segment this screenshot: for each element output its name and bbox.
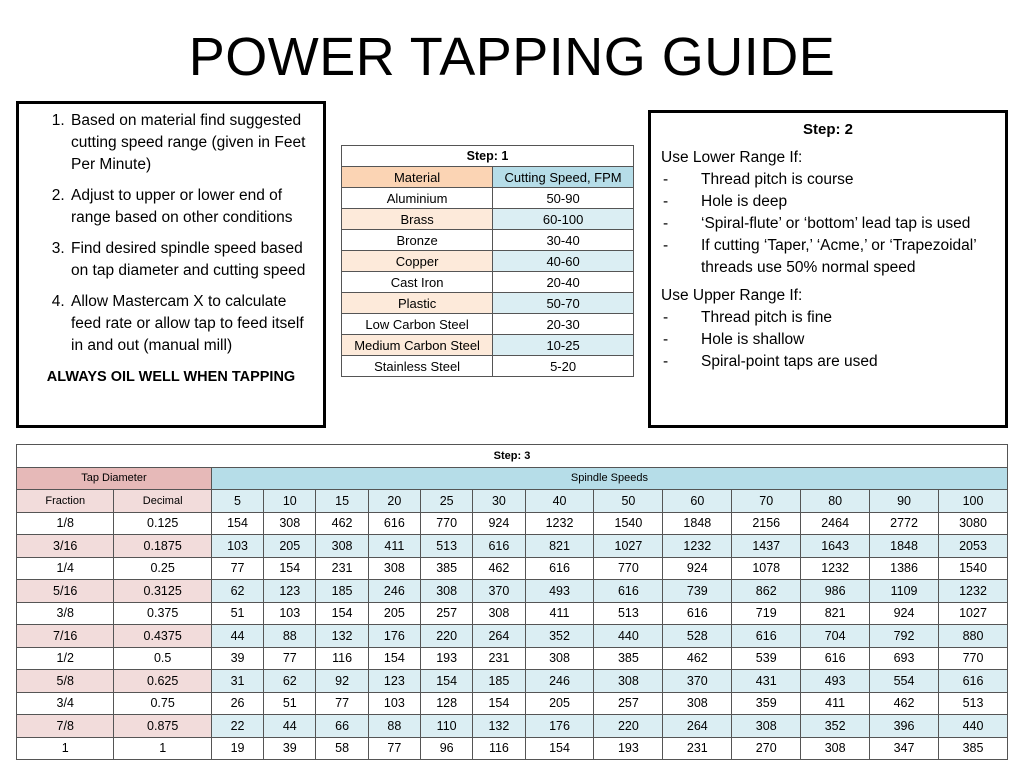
material-cell: Brass (342, 209, 493, 230)
speed-value-cell: 616 (801, 647, 870, 670)
speed-value-cell: 51 (211, 602, 263, 625)
speed-value-cell: 77 (211, 557, 263, 580)
fraction-header: Fraction (17, 490, 114, 513)
material-row (342, 314, 634, 335)
cutting-speed-cell: 60-100 (493, 209, 634, 230)
speed-value-cell: 821 (525, 535, 594, 558)
speed-value-cell: 176 (525, 715, 594, 738)
instruction-item: 2. Adjust to upper or lower end of range based on other conditions (69, 185, 313, 229)
upper-range-list (661, 307, 995, 373)
speed-value-cell: 220 (421, 625, 473, 648)
speed-value-cell: 440 (594, 625, 663, 648)
instruction-item: 1. Based on material find suggested cutting speed range (given in Feet Per Minute) (69, 110, 313, 176)
speed-value-cell: 739 (663, 580, 732, 603)
speed-value-cell: 154 (316, 602, 368, 625)
condition-item (661, 235, 995, 279)
decimal-cell: 0.5 (114, 647, 211, 670)
speed-value-cell: 193 (421, 647, 473, 670)
fraction-cell: 1/4 (17, 557, 114, 580)
speed-value-cell: 110 (421, 715, 473, 738)
cutting-speed-cell: 50-90 (493, 188, 634, 209)
material-cell: Cast Iron (342, 272, 493, 293)
speed-value-cell: 123 (264, 580, 316, 603)
tap-row (17, 670, 1008, 693)
bullet-dash: - (663, 171, 669, 188)
speed-value-cell: 58 (316, 737, 368, 760)
speed-value-cell: 924 (663, 557, 732, 580)
tap-row (17, 647, 1008, 670)
decimal-cell: 0.3125 (114, 580, 211, 603)
speed-value-cell: 176 (368, 625, 420, 648)
fraction-cell: 1/8 (17, 512, 114, 535)
step1-table (341, 145, 634, 377)
speed-value-cell: 411 (368, 535, 420, 558)
speed-value-cell: 264 (473, 625, 525, 648)
speed-value-cell: 616 (732, 625, 801, 648)
speed-value-cell: 1643 (801, 535, 870, 558)
condition-item (661, 351, 995, 373)
bullet-dash: - (663, 237, 669, 254)
speed-value-cell: 246 (525, 670, 594, 693)
speed-value-cell: 205 (525, 692, 594, 715)
fraction-cell: 3/16 (17, 535, 114, 558)
speed-value-cell: 792 (870, 625, 939, 648)
tap-row (17, 580, 1008, 603)
speed-value-cell: 1078 (732, 557, 801, 580)
tap-row (17, 602, 1008, 625)
speed-value-cell: 2053 (939, 535, 1008, 558)
speed-value-cell: 308 (473, 602, 525, 625)
speed-value-cell: 308 (594, 670, 663, 693)
speed-value-cell: 264 (663, 715, 732, 738)
speed-value-cell: 116 (316, 647, 368, 670)
speed-value-cell: 308 (264, 512, 316, 535)
speed-value-cell: 116 (473, 737, 525, 760)
speed-value-cell: 77 (368, 737, 420, 760)
fraction-cell: 5/16 (17, 580, 114, 603)
speed-value-cell: 308 (732, 715, 801, 738)
material-row (342, 335, 634, 356)
speed-value-cell: 539 (732, 647, 801, 670)
decimal-cell: 0.125 (114, 512, 211, 535)
speed-value-cell: 1027 (939, 602, 1008, 625)
instruction-item: 3. Find desired spindle speed based on tap diameter and cutting speed (69, 238, 313, 282)
speed-value-cell: 257 (421, 602, 473, 625)
fraction-cell: 1 (17, 737, 114, 760)
speed-value-cell: 924 (870, 602, 939, 625)
speed-value-cell: 62 (264, 670, 316, 693)
material-cell: Stainless Steel (342, 356, 493, 377)
speed-value-cell: 1386 (870, 557, 939, 580)
bullet-dash: - (663, 353, 669, 370)
speed-header-cell: 5 (211, 490, 263, 513)
speed-value-cell: 220 (594, 715, 663, 738)
speed-value-cell: 103 (211, 535, 263, 558)
speed-value-cell: 154 (421, 670, 473, 693)
speed-value-cell: 96 (421, 737, 473, 760)
speed-header-cell: 40 (525, 490, 594, 513)
decimal-cell: 0.75 (114, 692, 211, 715)
speed-value-cell: 1232 (801, 557, 870, 580)
material-row (342, 251, 634, 272)
speed-value-cell: 39 (211, 647, 263, 670)
condition-item (661, 191, 995, 213)
step1-caption: Step: 1 (342, 146, 634, 167)
speed-value-cell: 616 (473, 535, 525, 558)
speed-value-cell: 31 (211, 670, 263, 693)
speed-value-cell: 77 (316, 692, 368, 715)
speed-value-cell: 103 (368, 692, 420, 715)
lower-range-title: Use Lower Range If: (661, 149, 803, 166)
cutting-speed-cell: 10-25 (493, 335, 634, 356)
speed-value-cell: 1027 (594, 535, 663, 558)
speed-value-cell: 92 (316, 670, 368, 693)
condition-text: ‘Spiral-flute’ or ‘bottom’ lead tap is used (701, 215, 971, 232)
material-row (342, 272, 634, 293)
lower-range-list (661, 169, 995, 279)
speed-value-cell: 385 (594, 647, 663, 670)
speed-value-cell: 513 (421, 535, 473, 558)
speed-value-cell: 924 (473, 512, 525, 535)
material-row (342, 188, 634, 209)
speed-value-cell: 246 (368, 580, 420, 603)
speed-header-cell: 30 (473, 490, 525, 513)
cutting-speed-cell: 20-30 (493, 314, 634, 335)
speed-value-cell: 704 (801, 625, 870, 648)
condition-item (661, 213, 995, 235)
instruction-item: 4. Allow Mastercam X to calculate feed rate or allow tap to feed itself in and out (manual mill) (69, 291, 313, 357)
speed-header-cell: 100 (939, 490, 1008, 513)
cutting-speed-cell: 30-40 (493, 230, 634, 251)
fraction-cell: 7/16 (17, 625, 114, 648)
tap-row (17, 692, 1008, 715)
speed-value-cell: 352 (801, 715, 870, 738)
condition-text: Thread pitch is course (701, 171, 854, 188)
material-row (342, 209, 634, 230)
material-cell: Plastic (342, 293, 493, 314)
speed-value-cell: 1540 (594, 512, 663, 535)
speed-value-cell: 370 (473, 580, 525, 603)
step3-subheader-row (17, 490, 1008, 513)
speed-value-cell: 1848 (663, 512, 732, 535)
speed-value-cell: 370 (663, 670, 732, 693)
speed-value-cell: 2772 (870, 512, 939, 535)
oil-note: ALWAYS OIL WELL WHEN TAPPING (46, 369, 296, 385)
condition-item (661, 329, 995, 351)
condition-item (661, 169, 995, 191)
material-row (342, 356, 634, 377)
speed-value-cell: 44 (211, 625, 263, 648)
fraction-cell: 3/8 (17, 602, 114, 625)
fraction-cell: 7/8 (17, 715, 114, 738)
speed-value-cell: 308 (421, 580, 473, 603)
speed-value-cell: 205 (368, 602, 420, 625)
speed-value-cell: 513 (594, 602, 663, 625)
speed-value-cell: 821 (801, 602, 870, 625)
speed-value-cell: 352 (525, 625, 594, 648)
speed-value-cell: 554 (870, 670, 939, 693)
decimal-cell: 0.25 (114, 557, 211, 580)
bullet-dash: - (663, 331, 669, 348)
speed-value-cell: 154 (473, 692, 525, 715)
fraction-cell: 3/4 (17, 692, 114, 715)
speed-value-cell: 1232 (663, 535, 732, 558)
condition-text: Spiral-point taps are used (701, 353, 878, 370)
speed-value-cell: 770 (594, 557, 663, 580)
speed-value-cell: 347 (870, 737, 939, 760)
speed-value-cell: 493 (525, 580, 594, 603)
speed-value-cell: 308 (368, 557, 420, 580)
fraction-cell: 5/8 (17, 670, 114, 693)
speed-value-cell: 462 (316, 512, 368, 535)
speed-value-cell: 308 (663, 692, 732, 715)
speed-value-cell: 411 (525, 602, 594, 625)
speed-value-cell: 616 (368, 512, 420, 535)
decimal-cell: 0.375 (114, 602, 211, 625)
speed-value-cell: 385 (421, 557, 473, 580)
speed-value-cell: 431 (732, 670, 801, 693)
speed-value-cell: 19 (211, 737, 263, 760)
material-row (342, 230, 634, 251)
condition-text: If cutting ‘Taper,’ ‘Acme,’ or ‘Trapezoidal’ threads use 50% normal speed (701, 237, 977, 276)
speed-value-cell: 462 (473, 557, 525, 580)
condition-text: Hole is deep (701, 193, 788, 210)
speed-header-cell: 90 (870, 490, 939, 513)
spindle-speeds-header: Spindle Speeds (211, 467, 1007, 490)
speed-value-cell: 308 (525, 647, 594, 670)
decimal-cell: 0.625 (114, 670, 211, 693)
speed-value-cell: 986 (801, 580, 870, 603)
speed-value-cell: 308 (801, 737, 870, 760)
speed-value-cell: 154 (211, 512, 263, 535)
material-header: Material (342, 167, 493, 188)
speed-value-cell: 440 (939, 715, 1008, 738)
speed-value-cell: 51 (264, 692, 316, 715)
speed-value-cell: 132 (473, 715, 525, 738)
speed-value-cell: 103 (264, 602, 316, 625)
speed-value-cell: 1848 (870, 535, 939, 558)
condition-item (661, 307, 995, 329)
step2-heading: Step: 2 (802, 121, 853, 138)
decimal-cell: 0.4375 (114, 625, 211, 648)
decimal-header: Decimal (114, 490, 211, 513)
speed-value-cell: 513 (939, 692, 1008, 715)
speed-value-cell: 1232 (939, 580, 1008, 603)
speed-value-cell: 1437 (732, 535, 801, 558)
speed-value-cell: 880 (939, 625, 1008, 648)
speed-header-cell: 10 (264, 490, 316, 513)
speed-value-cell: 193 (594, 737, 663, 760)
speed-value-cell: 396 (870, 715, 939, 738)
speed-value-cell: 231 (473, 647, 525, 670)
bullet-dash: - (663, 215, 669, 232)
speed-value-cell: 26 (211, 692, 263, 715)
tap-row (17, 557, 1008, 580)
speed-value-cell: 616 (594, 580, 663, 603)
tap-row (17, 737, 1008, 760)
speed-value-cell: 359 (732, 692, 801, 715)
speed-value-cell: 2464 (801, 512, 870, 535)
material-cell: Copper (342, 251, 493, 272)
material-row (342, 293, 634, 314)
speed-value-cell: 62 (211, 580, 263, 603)
speed-value-cell: 205 (264, 535, 316, 558)
speed-value-cell: 231 (316, 557, 368, 580)
speed-value-cell: 88 (368, 715, 420, 738)
speed-header-cell: 15 (316, 490, 368, 513)
speed-value-cell: 185 (473, 670, 525, 693)
decimal-cell: 0.1875 (114, 535, 211, 558)
speed-value-cell: 132 (316, 625, 368, 648)
speed-value-cell: 257 (594, 692, 663, 715)
speed-header-cell: 20 (368, 490, 420, 513)
tap-row (17, 625, 1008, 648)
speed-value-cell: 22 (211, 715, 263, 738)
speed-value-cell: 123 (368, 670, 420, 693)
step1-body (342, 188, 634, 377)
speed-value-cell: 88 (264, 625, 316, 648)
cutting-speed-header: Cutting Speed, FPM (493, 167, 634, 188)
speed-header-cell: 80 (801, 490, 870, 513)
step3-table (16, 444, 1008, 760)
material-cell: Medium Carbon Steel (342, 335, 493, 356)
material-cell: Bronze (342, 230, 493, 251)
cutting-speed-cell: 50-70 (493, 293, 634, 314)
step3-caption: Step: 3 (17, 445, 1008, 468)
speed-value-cell: 66 (316, 715, 368, 738)
speed-header-cell: 60 (663, 490, 732, 513)
cutting-speed-cell: 20-40 (493, 272, 634, 293)
speed-value-cell: 77 (264, 647, 316, 670)
decimal-cell: 1 (114, 737, 211, 760)
speed-value-cell: 616 (939, 670, 1008, 693)
speed-value-cell: 154 (525, 737, 594, 760)
speed-value-cell: 154 (264, 557, 316, 580)
speed-value-cell: 270 (732, 737, 801, 760)
instructions-box (16, 101, 326, 428)
speed-header-cell: 25 (421, 490, 473, 513)
fraction-cell: 1/2 (17, 647, 114, 670)
speed-value-cell: 1540 (939, 557, 1008, 580)
speed-value-cell: 1109 (870, 580, 939, 603)
material-cell: Low Carbon Steel (342, 314, 493, 335)
speed-value-cell: 462 (870, 692, 939, 715)
speed-value-cell: 308 (316, 535, 368, 558)
speed-value-cell: 385 (939, 737, 1008, 760)
speed-value-cell: 616 (525, 557, 594, 580)
speed-value-cell: 1232 (525, 512, 594, 535)
speed-value-cell: 154 (368, 647, 420, 670)
cutting-speed-cell: 40-60 (493, 251, 634, 272)
material-cell: Aluminium (342, 188, 493, 209)
condition-text: Thread pitch is fine (701, 309, 832, 326)
speed-value-cell: 528 (663, 625, 732, 648)
speed-value-cell: 2156 (732, 512, 801, 535)
cutting-speed-cell: 5-20 (493, 356, 634, 377)
speed-value-cell: 770 (421, 512, 473, 535)
speed-header-cell: 70 (732, 490, 801, 513)
bullet-dash: - (663, 309, 669, 326)
speed-value-cell: 719 (732, 602, 801, 625)
bullet-dash: - (663, 193, 669, 210)
speed-value-cell: 39 (264, 737, 316, 760)
condition-text: Hole is shallow (701, 331, 805, 348)
decimal-cell: 0.875 (114, 715, 211, 738)
tap-row (17, 535, 1008, 558)
tap-row (17, 512, 1008, 535)
speed-value-cell: 616 (663, 602, 732, 625)
instructions-list (29, 110, 313, 357)
speed-value-cell: 231 (663, 737, 732, 760)
speed-value-cell: 693 (870, 647, 939, 670)
speed-value-cell: 462 (663, 647, 732, 670)
speed-value-cell: 411 (801, 692, 870, 715)
tap-row (17, 715, 1008, 738)
speed-value-cell: 44 (264, 715, 316, 738)
speed-header-cell: 50 (594, 490, 663, 513)
speed-value-cell: 128 (421, 692, 473, 715)
step2-box (648, 110, 1008, 428)
speed-value-cell: 3080 (939, 512, 1008, 535)
step3-body (17, 512, 1008, 760)
tap-diameter-header: Tap Diameter (17, 467, 212, 490)
page-title: POWER TAPPING GUIDE (188, 27, 836, 87)
speed-value-cell: 493 (801, 670, 870, 693)
speed-value-cell: 862 (732, 580, 801, 603)
speed-value-cell: 185 (316, 580, 368, 603)
speed-value-cell: 770 (939, 647, 1008, 670)
upper-range-title: Use Upper Range If: (661, 287, 803, 304)
